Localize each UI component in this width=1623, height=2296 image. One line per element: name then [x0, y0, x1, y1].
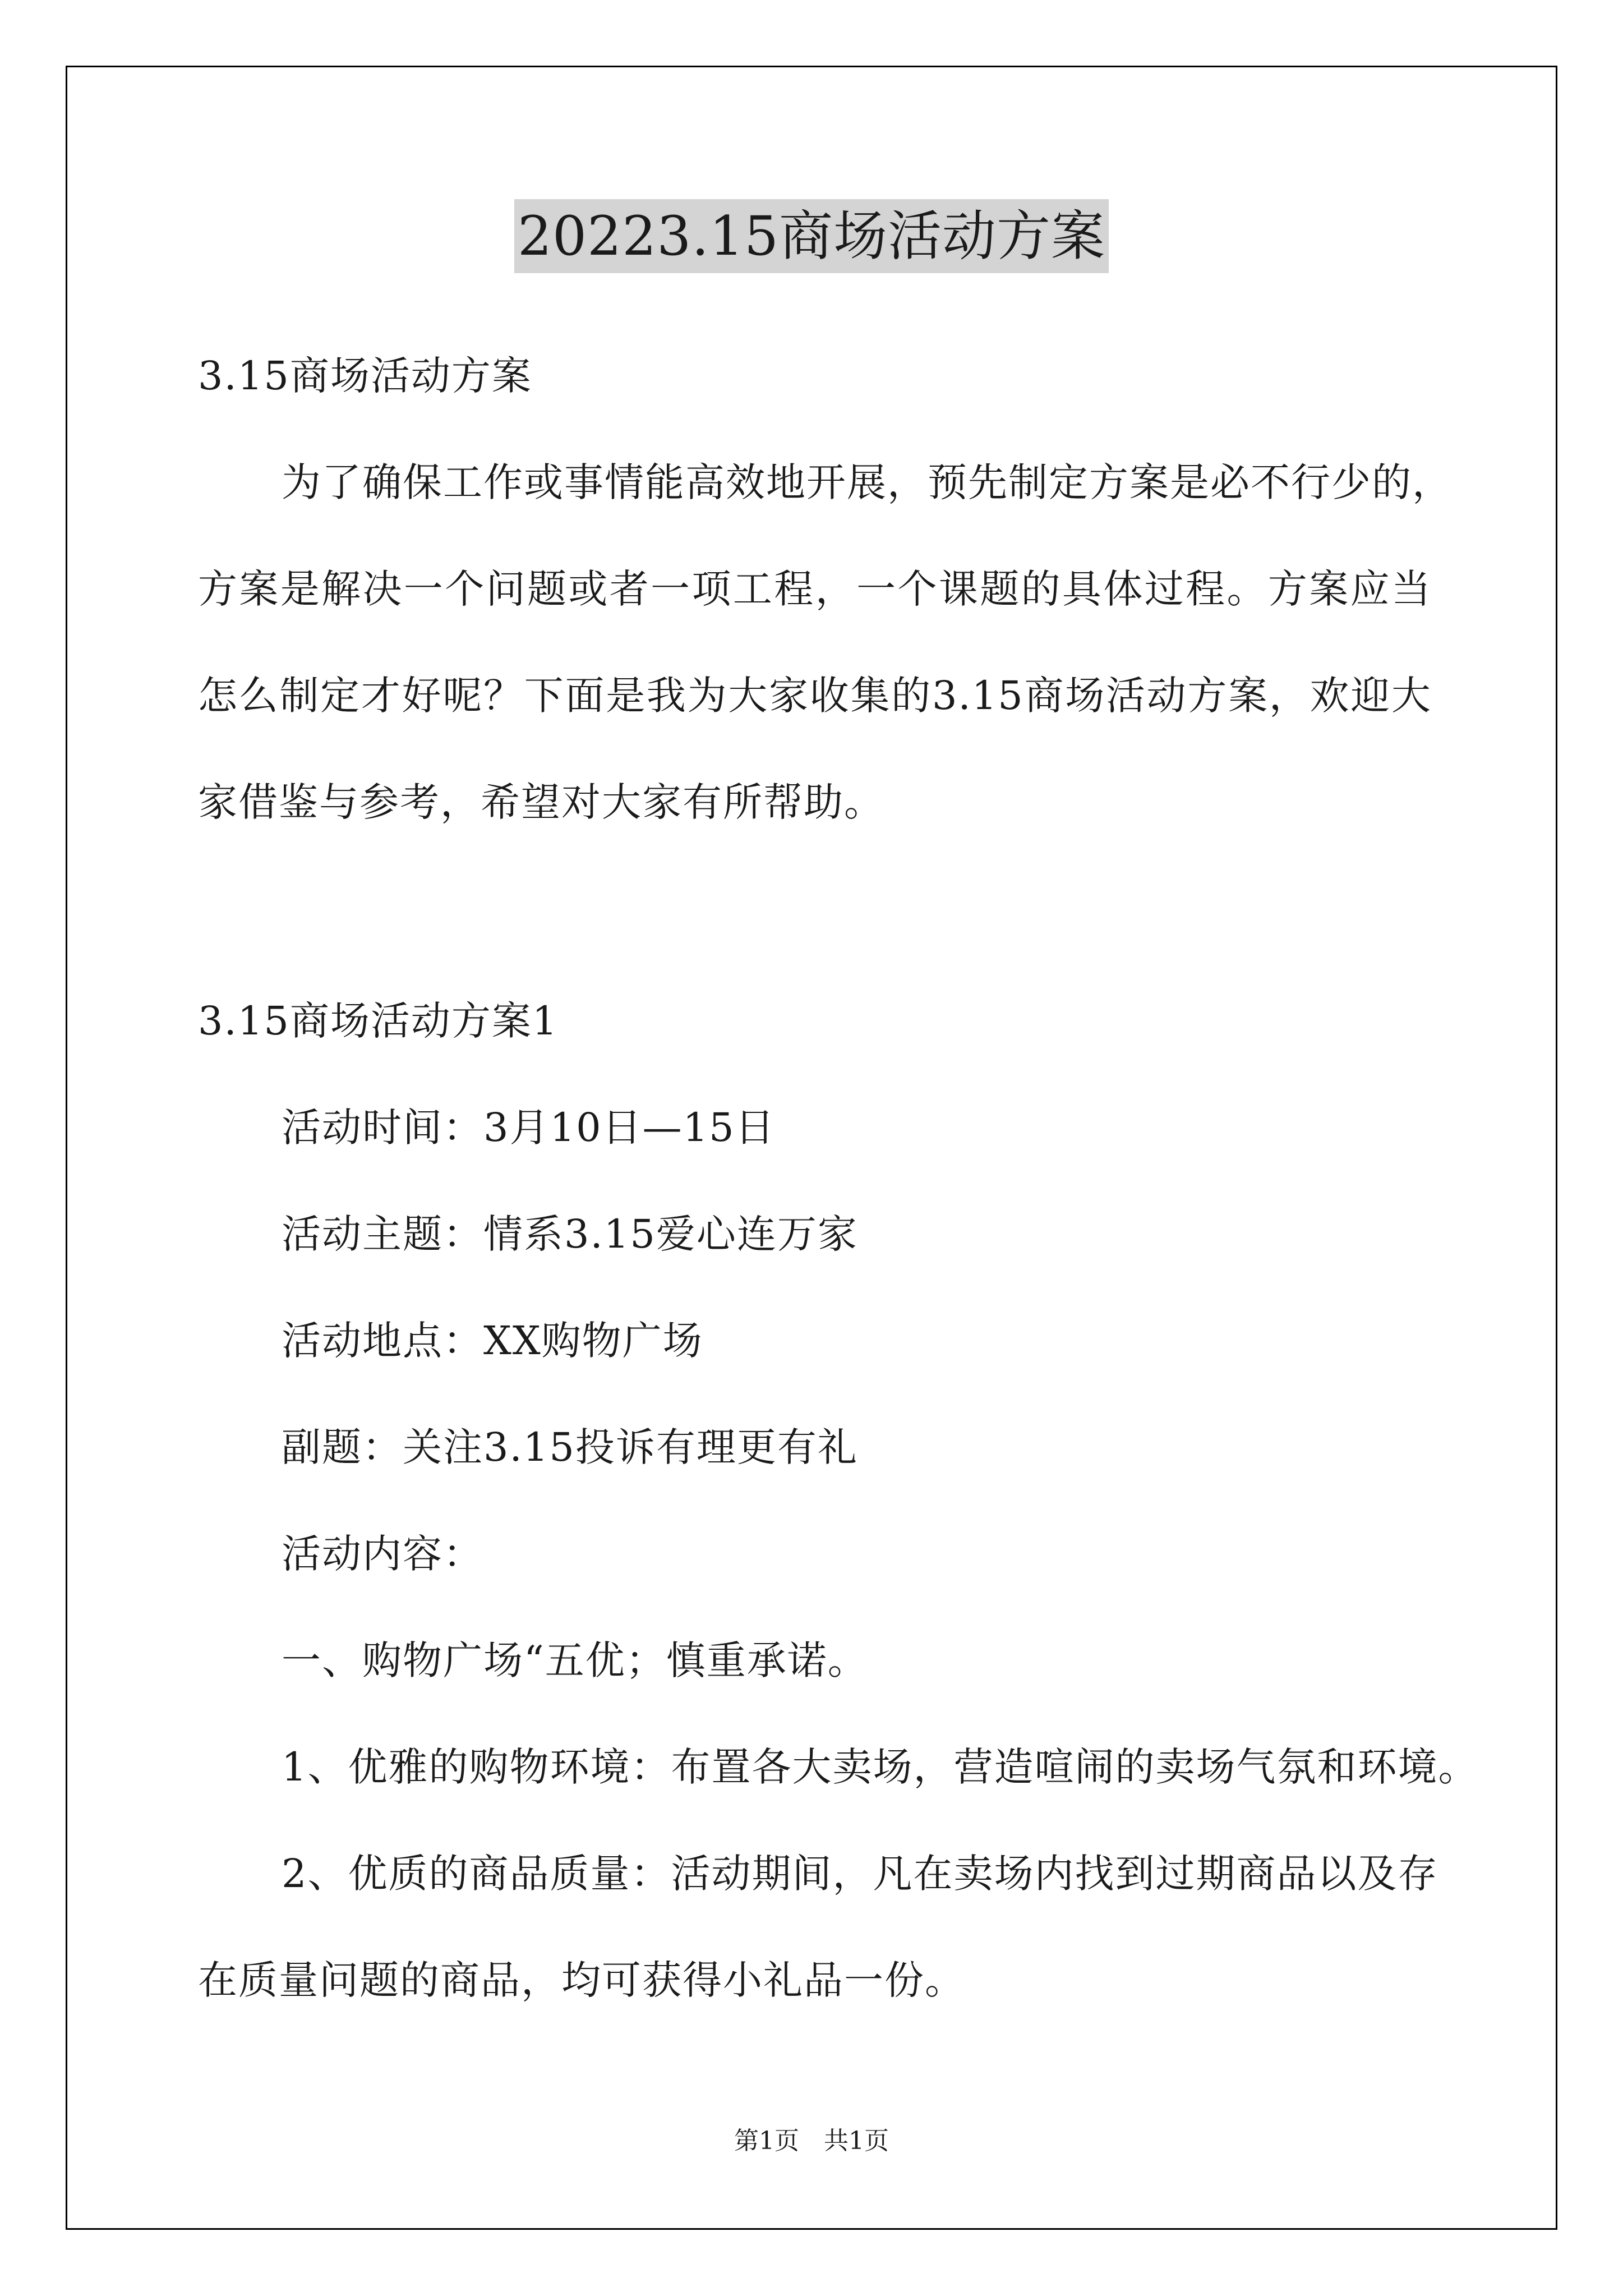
intro-line: 怎么制定才好呢？下面是我为大家收集的3.15商场活动方案，欢迎大 [198, 673, 1432, 719]
item-line: 1、优雅的购物环境：布置各大卖场，营造喧闹的卖场气氛和环境。 [282, 1744, 1479, 1790]
item-line: 2、优质的商品质量：活动期间，凡在卖场内找到过期商品以及存 [282, 1851, 1438, 1897]
section-heading: 3.15商场活动方案1 [198, 998, 559, 1044]
item-line: 在质量问题的商品，均可获得小礼品一份。 [198, 1957, 965, 2003]
title-container [0, 199, 1623, 273]
intro-line: 家借鉴与参考，希望对大家有所帮助。 [198, 779, 884, 825]
detail-time: 活动时间：3月10日—15日 [282, 1105, 776, 1151]
intro-line: 为了确保工作或事情能高效地开展，预先制定方案是必不行少的， [282, 459, 1453, 505]
document-title: 20223.15商场活动方案 [514, 199, 1109, 273]
item-line: 一、购物广场“五优；慎重承诺。 [282, 1637, 868, 1683]
detail-location: 活动地点：XX购物广场 [282, 1318, 703, 1364]
detail-theme: 活动主题：情系3.15爱心连万家 [282, 1211, 858, 1257]
detail-subtitle: 副题：关注3.15投诉有理更有礼 [282, 1424, 858, 1470]
intro-line: 方案是解决一个问题或者一项工程，一个课题的具体过程。方案应当 [198, 566, 1432, 612]
page-footer: 第1页 共1页 [734, 2127, 889, 2155]
detail-content-label: 活动内容： [282, 1531, 483, 1577]
document-heading: 3.15商场活动方案 [198, 353, 532, 399]
